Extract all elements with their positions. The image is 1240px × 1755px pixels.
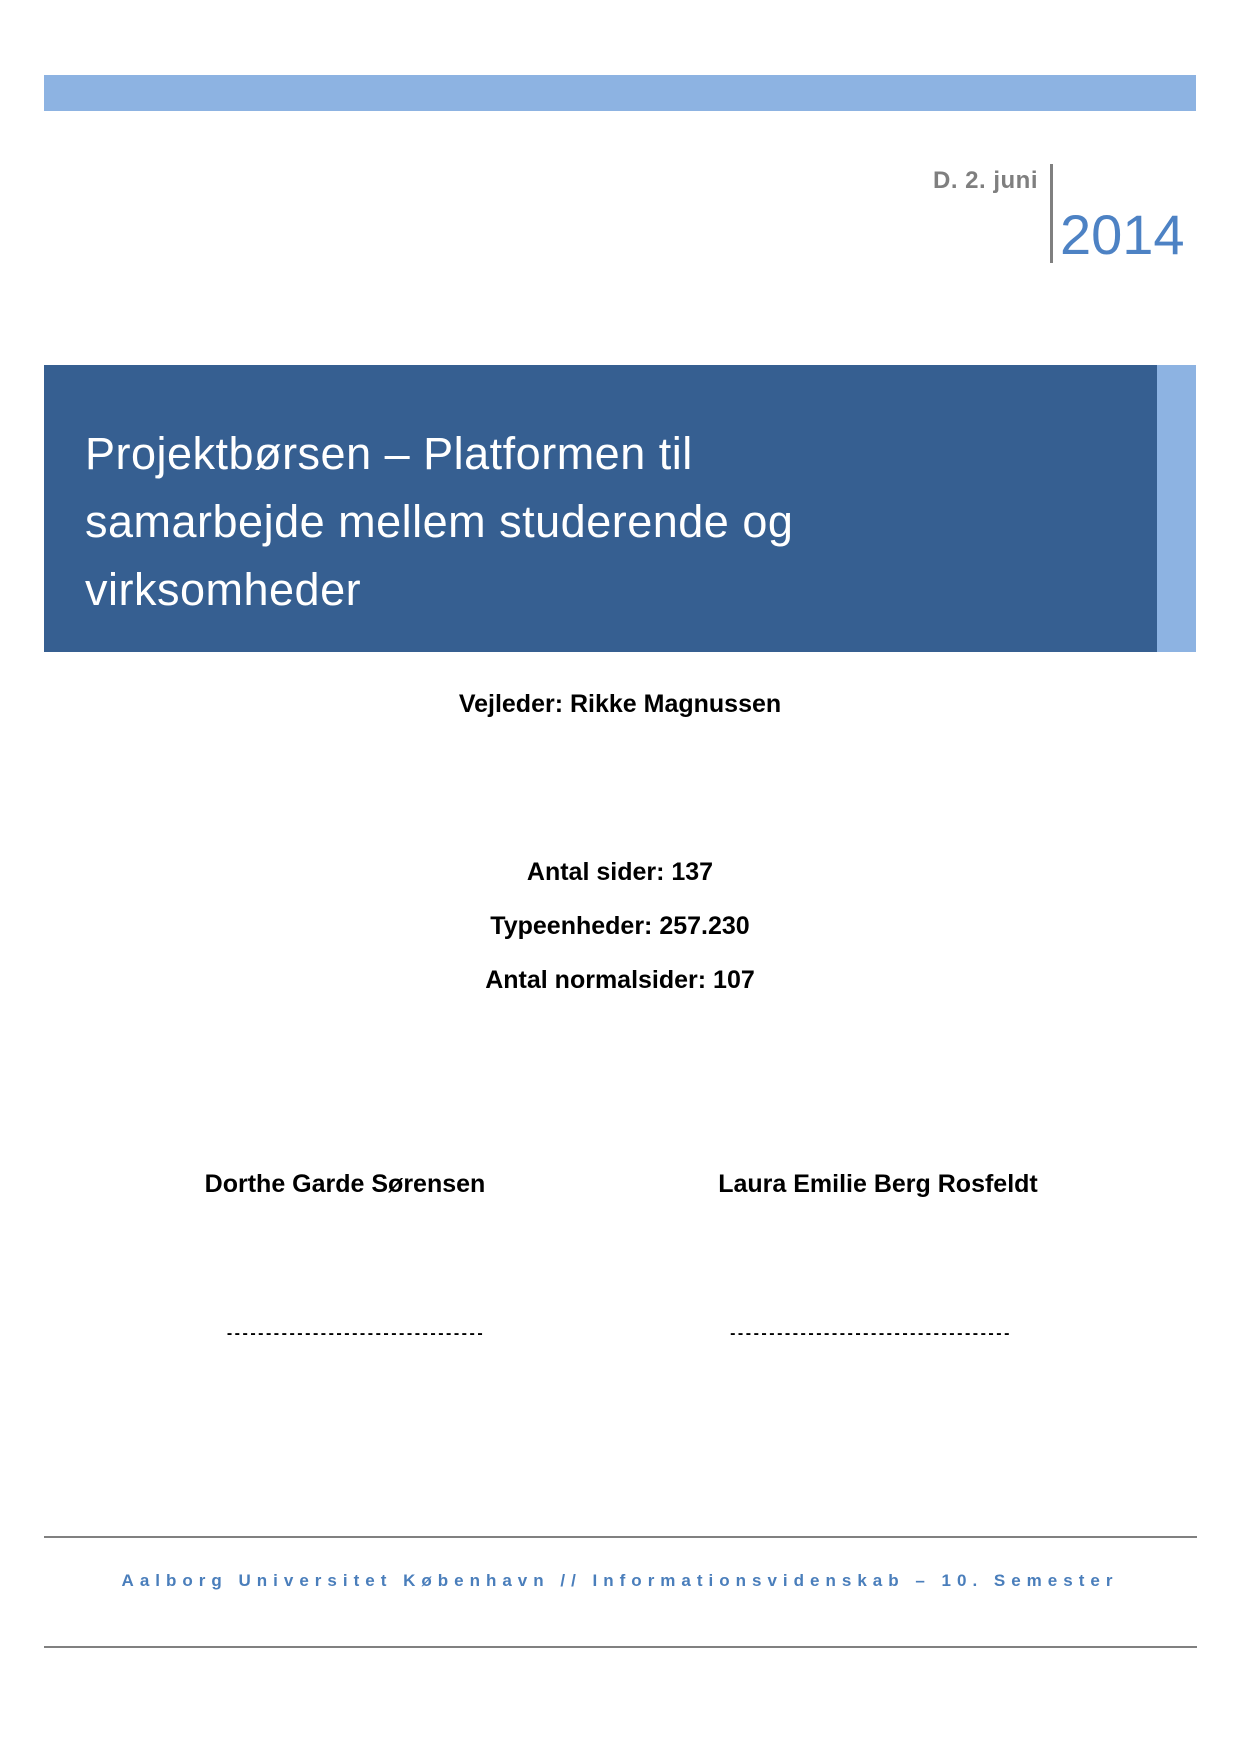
date-text: D. 2. juni [932,167,1038,194]
signature-line-2: ------------------------------------ [730,1325,1012,1342]
stat-page-count: Antal sider: 137 [526,858,714,886]
document-stats [0,845,1240,1007]
title-line-2: samarbejde mellem studerende og [85,496,794,547]
top-accent-bar [44,75,1196,111]
signature-line-1: --------------------------------- [226,1325,486,1342]
title-line-3: virksomheder [85,564,362,615]
author-name-2: Laura Emilie Berg Rosfeldt [718,1170,1038,1198]
document-title [85,420,793,624]
banner-side-accent [1157,365,1196,652]
year-text: 2014 [1060,203,1185,266]
stat-normal-page-count: Antal normalsider: 107 [485,966,755,994]
footer-rule-top [44,1536,1197,1538]
footer-text: Aalborg Universitet København // Informationsvidenskab – 10. Semester [121,1571,1119,1590]
title-line-1: Projektbørsen – Platformen til [85,428,693,479]
date-divider-line [1050,164,1053,263]
author-name-1: Dorthe Garde Sørensen [204,1170,486,1198]
footer-rule-bottom [44,1646,1197,1648]
title-banner [44,365,1157,652]
stat-character-count: Typeenheder: 257.230 [490,912,750,940]
supervisor-text: Vejleder: Rikke Magnussen [458,690,782,718]
